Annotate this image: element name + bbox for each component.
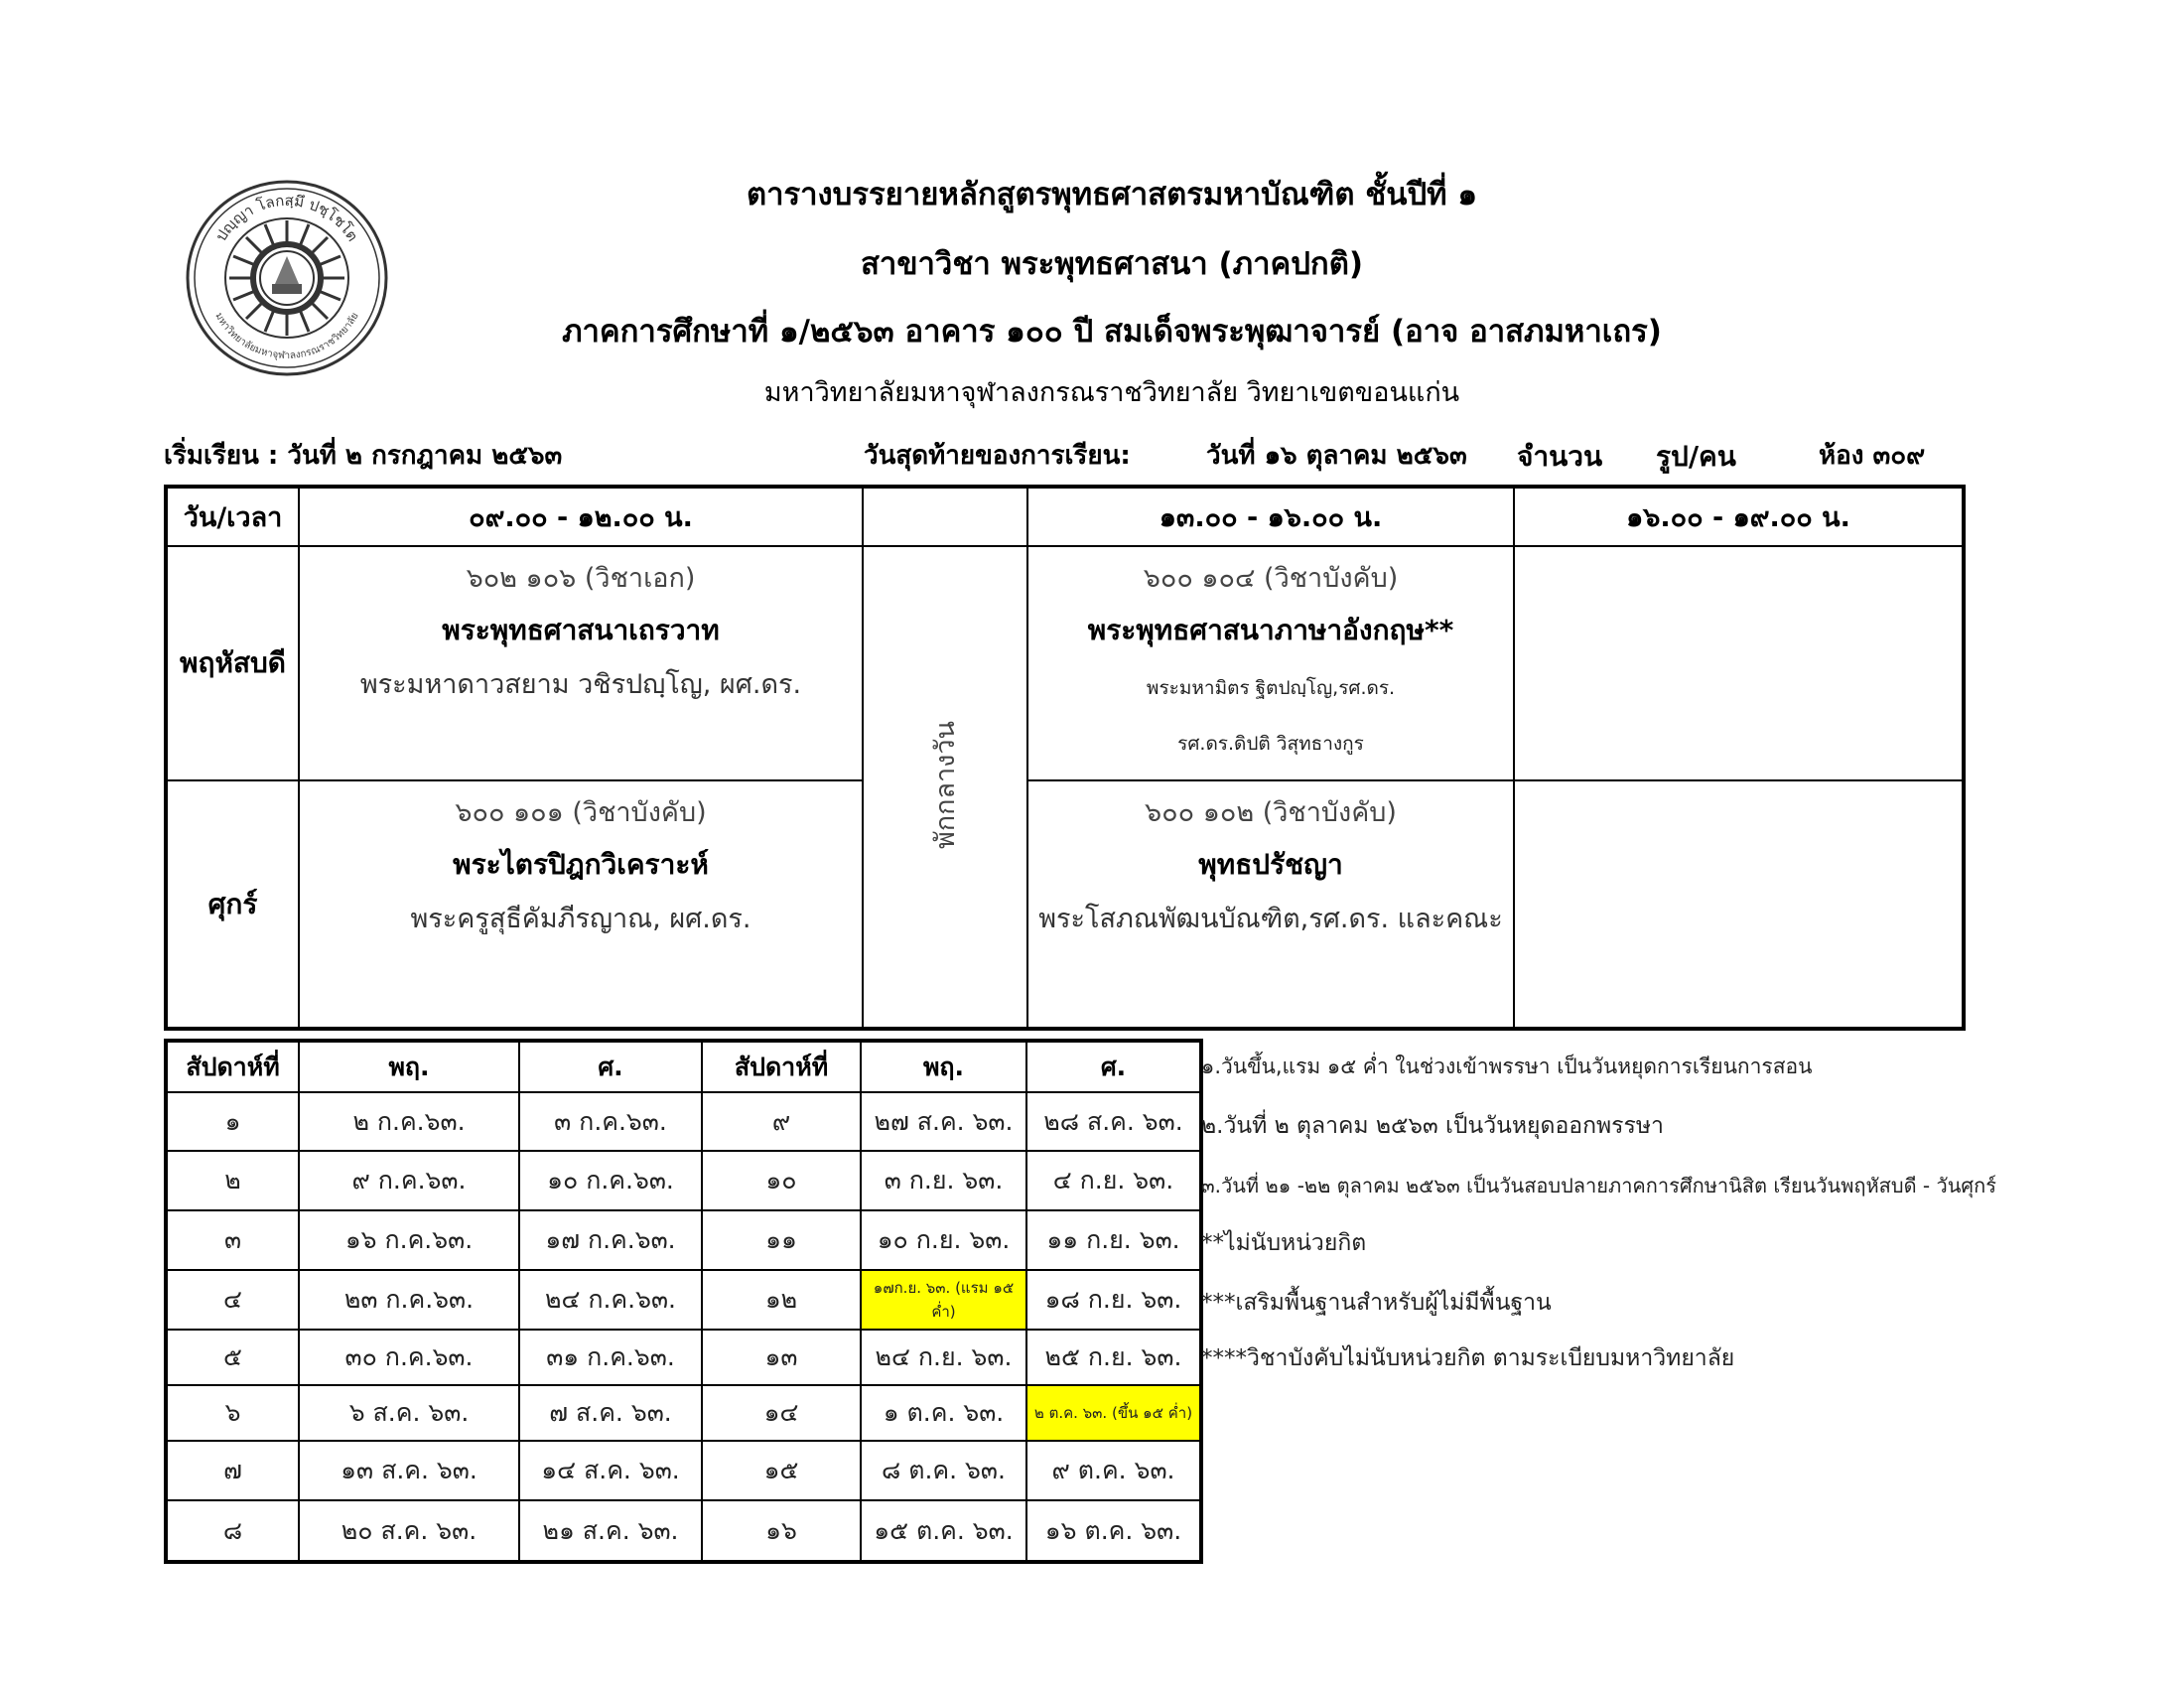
calendar-row xyxy=(166,1210,1201,1270)
note-1: ๑.วันขึ้น,แรม ๑๕ ค่ำ ในช่วงเข้าพรรษา เป็นวันหยุดการเรียนการสอน xyxy=(1201,1055,1813,1078)
schedule-row-thursday xyxy=(166,546,1964,780)
thursday-date: ๒๔ ก.ย. ๖๓. xyxy=(861,1330,1026,1385)
header-morning: ๐๙.๐๐ - ๑๒.๐๐ น. xyxy=(299,487,863,546)
note-4: **ไม่นับหน่วยกิต xyxy=(1201,1230,1367,1256)
friday-date: ๑๔ ส.ค. ๖๓. xyxy=(519,1441,702,1500)
calendar-row xyxy=(166,1270,1201,1330)
thursday-date: ๑๕ ต.ค. ๖๓. xyxy=(861,1500,1026,1562)
calendar-header-week-number: สัปดาห์ที่ xyxy=(166,1041,299,1092)
start-date: เริ่มเรียน : วันที่ ๒ กรกฎาคม ๒๕๖๓ xyxy=(164,441,563,471)
calendar-row xyxy=(166,1441,1201,1500)
header-lunch xyxy=(863,487,1027,546)
thursday-date: ๒๓ ก.ค.๖๓. xyxy=(299,1270,519,1330)
day-friday: ศุกร์ xyxy=(166,780,299,1029)
seal-motto: ปญฺญา โลกสฺมึ ปชฺโชโต xyxy=(211,191,362,245)
friday-date: ๒๘ ส.ค. ๖๓. xyxy=(1026,1092,1201,1151)
calendar-header-thursday-date: พฤ. xyxy=(299,1041,519,1092)
friday-date: ๒๕ ก.ย. ๖๓. xyxy=(1026,1330,1201,1385)
holiday-date-highlight: ๒ ต.ค. ๖๓. (ขึ้น ๑๕ ค่ำ) xyxy=(1026,1385,1201,1441)
friday-date: ๑๘ ก.ย. ๖๓. xyxy=(1026,1270,1201,1330)
course-instructor: พระโสภณพัฒนบัณฑิต,รศ.ดร. และคณะ xyxy=(1038,904,1503,934)
title-line-4: มหาวิทยาลัยมหาจุฬาลงกรณราชวิทยาลัย วิทยาเขตขอนแก่น xyxy=(763,377,1460,408)
week-number: ๘ xyxy=(166,1500,299,1562)
schedule-header-row xyxy=(166,487,1964,546)
holiday-date-highlight: ๑๗ก.ย. ๖๓. (แรม ๑๕ ค่ำ) xyxy=(861,1270,1026,1330)
unit-label: รูป/คน xyxy=(1656,440,1736,473)
thursday-evening-cell xyxy=(1514,546,1964,780)
lunch-break-label: พักกลางวัน xyxy=(929,720,961,849)
thursday-date: ๒๐ ส.ค. ๖๓. xyxy=(299,1500,519,1562)
end-date-label: วันสุดท้ายของการเรียน: xyxy=(864,441,1131,471)
thursday-date: ๒ ก.ค.๖๓. xyxy=(299,1092,519,1151)
calendar-header-row xyxy=(166,1041,1201,1092)
friday-date: ๙ ต.ค. ๖๓. xyxy=(1026,1441,1201,1500)
week-number: ๙ xyxy=(702,1092,861,1151)
lunch-break-cell xyxy=(863,546,1027,1029)
count-label: จำนวน xyxy=(1517,440,1603,473)
thursday-afternoon-cell xyxy=(1027,546,1514,780)
note-6: ****วิชาบังคับไม่นับหน่วยกิต ตามระเบียบมหาวิทยาลัย xyxy=(1201,1345,1735,1371)
friday-date: ๑๖ ต.ค. ๖๓. xyxy=(1026,1500,1201,1562)
calendar-header-friday-date: ศ. xyxy=(519,1041,702,1092)
week-number: ๑๔ xyxy=(702,1385,861,1441)
header-afternoon: ๑๓.๐๐ - ๑๖.๐๐ น. xyxy=(1027,487,1514,546)
thursday-morning-cell xyxy=(299,546,863,780)
week-number: ๓ xyxy=(166,1210,299,1270)
course-name: พระพุทธศาสนาเถรวาท xyxy=(442,614,720,646)
room-label: ห้อง ๓๐๙ xyxy=(1819,441,1926,471)
calendar-header-thursday-date: พฤ. xyxy=(861,1041,1026,1092)
title-line-3: ภาคการศึกษาที่ ๑/๒๕๖๓ อาคาร ๑๐๐ ปี สมเด็จพระพุฒาจารย์ (อาจ อาสภมหาเถร) xyxy=(562,314,1662,350)
calendar-row xyxy=(166,1500,1201,1562)
calendar-row xyxy=(166,1330,1201,1385)
friday-date: ๑๑ ก.ย. ๖๓. xyxy=(1026,1210,1201,1270)
friday-date: ๑๗ ก.ค.๖๓. xyxy=(519,1210,702,1270)
week-number: ๑๐ xyxy=(702,1151,861,1210)
course-instructor: รศ.ดร.ดิปติ วิสุทธางกูร xyxy=(1177,733,1364,755)
friday-evening-cell xyxy=(1514,780,1964,1029)
friday-date: ๒๑ ส.ค. ๖๓. xyxy=(519,1500,702,1562)
week-number: ๑๓ xyxy=(702,1330,861,1385)
week-number: ๑๒ xyxy=(702,1270,861,1330)
thursday-date: ๖ ส.ค. ๖๓. xyxy=(299,1385,519,1441)
note-2: ๒.วันที่ ๒ ตุลาคม ๒๕๖๓ เป็นวันหยุดออกพรรษา xyxy=(1201,1113,1664,1139)
thursday-date: ๑๓ ส.ค. ๖๓. xyxy=(299,1441,519,1500)
schedule-row-friday xyxy=(166,780,1964,1029)
friday-date: ๑๐ ก.ค.๖๓. xyxy=(519,1151,702,1210)
week-calendar-table xyxy=(164,1039,1203,1564)
calendar-row xyxy=(166,1385,1201,1441)
day-thursday: พฤหัสบดี xyxy=(166,546,299,780)
course-name: พระพุทธศาสนาภาษาอังกฤษ** xyxy=(1087,614,1454,646)
week-number: ๗ xyxy=(166,1441,299,1500)
week-number: ๑๑ xyxy=(702,1210,861,1270)
week-number: ๑ xyxy=(166,1092,299,1151)
note-5: ***เสริมพื้นฐานสำหรับผู้ไม่มีพื้นฐาน xyxy=(1201,1290,1552,1316)
thursday-date: ๑๐ ก.ย. ๖๓. xyxy=(861,1210,1026,1270)
thursday-date: ๓๐ ก.ค.๖๓. xyxy=(299,1330,519,1385)
title-line-2: สาขาวิชา พระพุทธศาสนา (ภาคปกติ) xyxy=(861,246,1363,282)
friday-date: ๒๔ ก.ค.๖๓. xyxy=(519,1270,702,1330)
course-code: ๖๐๐ ๑๐๒ (วิชาบังคับ) xyxy=(1145,797,1397,828)
week-number: ๕ xyxy=(166,1330,299,1385)
course-instructor: พระครูสุธีคัมภีรญาณ, ผศ.ดร. xyxy=(410,904,751,934)
week-number: ๑๕ xyxy=(702,1441,861,1500)
thursday-date: ๘ ต.ค. ๖๓. xyxy=(861,1441,1026,1500)
note-3: ๓.วันที่ ๒๑ -๒๒ ตุลาคม ๒๕๖๓ เป็นวันสอบปลายภาคการศึกษานิสิต เรียนวันพฤหัสบดี - วันศุกร์ xyxy=(1201,1174,1996,1197)
end-date: วันที่ ๑๖ ตุลาคม ๒๕๖๓ xyxy=(1206,441,1467,471)
thursday-date: ๙ ก.ค.๖๓. xyxy=(299,1151,519,1210)
thursday-date: ๒๗ ส.ค. ๖๓. xyxy=(861,1092,1026,1151)
friday-morning-cell xyxy=(299,780,863,1029)
friday-date: ๔ ก.ย. ๖๓. xyxy=(1026,1151,1201,1210)
calendar-header-week-number: สัปดาห์ที่ xyxy=(702,1041,861,1092)
friday-date: ๓ ก.ค.๖๓. xyxy=(519,1092,702,1151)
thursday-date: ๓ ก.ย. ๖๓. xyxy=(861,1151,1026,1210)
thursday-date: ๑ ต.ค. ๖๓. xyxy=(861,1385,1026,1441)
course-code: ๖๐๐ ๑๐๑ (วิชาบังคับ) xyxy=(455,797,707,828)
calendar-row xyxy=(166,1092,1201,1151)
header-day-time: วัน/เวลา xyxy=(166,487,299,546)
week-number: ๖ xyxy=(166,1385,299,1441)
friday-date: ๗ ส.ค. ๖๓. xyxy=(519,1385,702,1441)
week-number: ๒ xyxy=(166,1151,299,1210)
week-number: ๔ xyxy=(166,1270,299,1330)
seal-university-name: มหาวิทยาลัยมหาจุฬาลงกรณราชวิทยาลัย xyxy=(212,311,361,362)
title-line-1: ตารางบรรยายหลักสูตรพุทธศาสตรมหาบัณฑิต ชั้นปีที่ ๑ xyxy=(746,177,1478,212)
calendar-header-friday-date: ศ. xyxy=(1026,1041,1201,1092)
friday-date: ๓๑ ก.ค.๖๓. xyxy=(519,1330,702,1385)
course-code: ๖๐๐ ๑๐๔ (วิชาบังคับ) xyxy=(1143,563,1399,594)
course-instructor: พระมหาดาวสยาม วชิรปญฺโญ, ผศ.ดร. xyxy=(359,669,802,700)
course-instructor: พระมหามิตร ฐิตปญฺโญ,รศ.ดร. xyxy=(1146,677,1396,699)
weekly-schedule-table xyxy=(164,485,1966,1031)
course-name: พระไตรปิฎกวิเคราะห์ xyxy=(453,848,709,881)
friday-afternoon-cell xyxy=(1027,780,1514,1029)
course-code: ๖๐๒ ๑๐๖ (วิชาเอก) xyxy=(466,563,696,594)
course-name: พุทธปรัชญา xyxy=(1198,848,1343,881)
thursday-date: ๑๖ ก.ค.๖๓. xyxy=(299,1210,519,1270)
header-evening: ๑๖.๐๐ - ๑๙.๐๐ น. xyxy=(1514,487,1964,546)
week-number: ๑๖ xyxy=(702,1500,861,1562)
calendar-row xyxy=(166,1151,1201,1210)
